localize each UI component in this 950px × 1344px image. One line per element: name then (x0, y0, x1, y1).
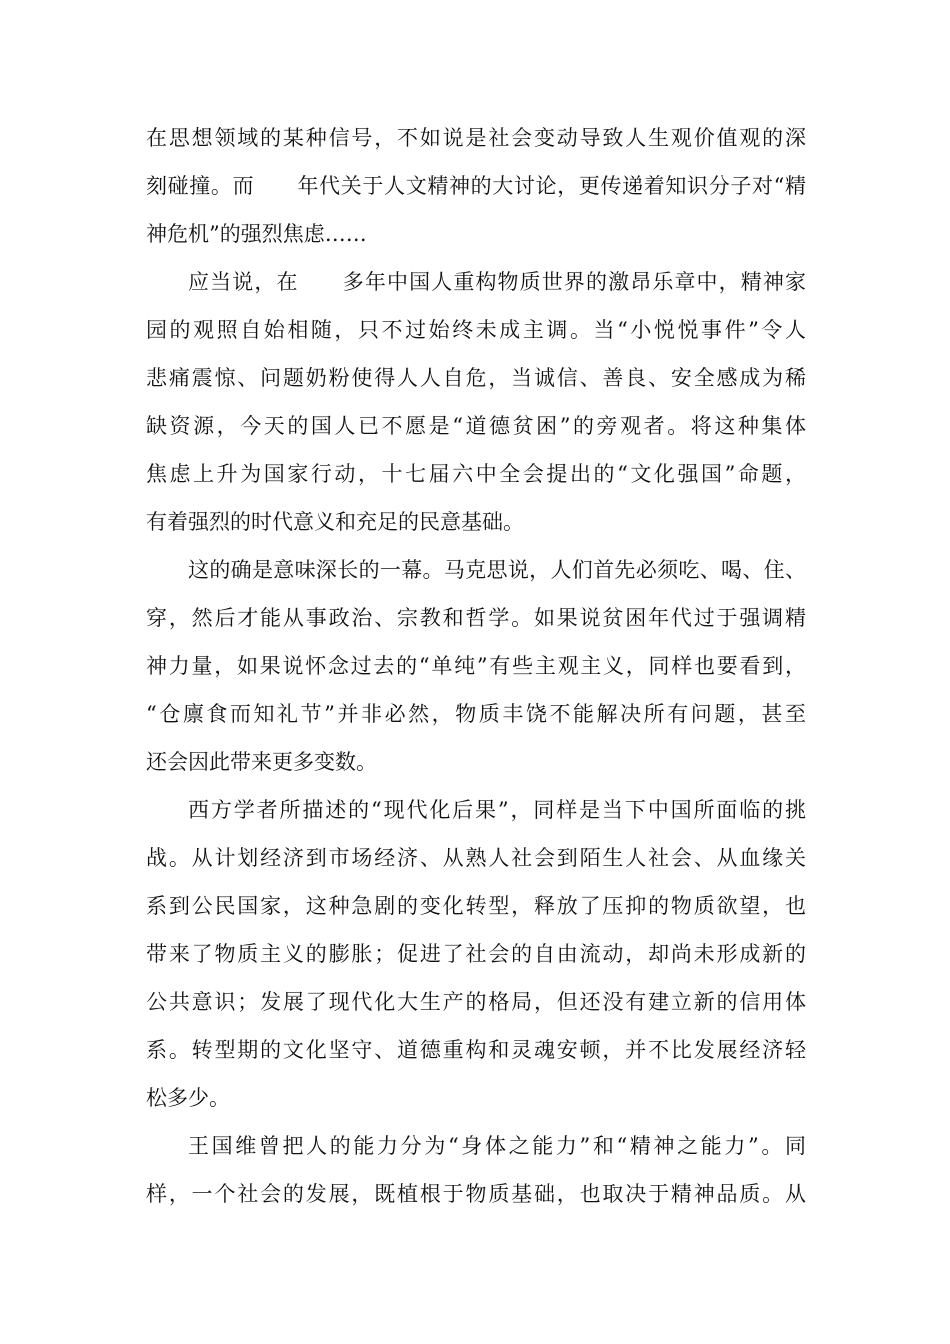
paragraph-2 (146, 258, 806, 546)
text-line: 西方学者所描述的“现代化后果”，同样是当下中国所面临的挑 (188, 798, 806, 822)
text-line: 松多少。 (146, 1086, 230, 1110)
text-line: 园的观照自始相随，只不过始终未成主调。当“小悦悦事件”令人 (146, 318, 806, 342)
text-line: 刻碰撞。而 年代关于人文精神的大讨论，更传递着知识分子对“精 (146, 174, 806, 198)
text-line: 应当说，在 多年中国人重构物质世界的激昂乐章中，精神家 (188, 270, 806, 294)
text-line: 在思想领域的某种信号，不如说是社会变动导致人生观价值观的深 (146, 126, 806, 150)
text-line: 战。从计划经济到市场经济、从熟人社会到陌生人社会、从血缘关 (146, 846, 806, 870)
text-line: 还会因此带来更多变数。 (146, 750, 377, 774)
text-line: 神危机”的强烈焦虑…… (146, 222, 367, 246)
paragraph-4 (146, 786, 806, 1122)
text-line: 系到公民国家，这种急剧的变化转型，释放了压抑的物质欲望，也 (146, 894, 806, 918)
text-line: 这的确是意味深长的一幕。马克思说，人们首先必须吃、喝、住、 (188, 558, 806, 582)
text-line: 带来了物质主义的膨胀；促进了社会的自由流动，却尚未形成新的 (146, 942, 806, 966)
paragraph-5 (146, 1122, 806, 1218)
text-line: 样，一个社会的发展，既植根于物质基础，也取决于精神品质。从 (146, 1182, 806, 1206)
text-line: 焦虑上升为国家行动，十七届六中全会提出的“文化强国”命题， (146, 462, 806, 486)
text-line: 穿，然后才能从事政治、宗教和哲学。如果说贫困年代过于强调精 (146, 606, 806, 630)
text-line: 缺资源，今天的国人已不愿是“道德贫困”的旁观者。将这种集体 (146, 414, 806, 438)
text-line: 公共意识；发展了现代化大生产的格局，但还没有建立新的信用体 (146, 990, 806, 1014)
text-line: 王国维曾把人的能力分为“身体之能力”和“精神之能力”。同 (188, 1134, 806, 1158)
text-line: 神力量，如果说怀念过去的“单纯”有些主观主义，同样也要看到， (146, 654, 806, 678)
text-line: 悲痛震惊、问题奶粉使得人人自危，当诚信、善良、安全感成为稀 (146, 366, 806, 390)
text-line: “仓廪食而知礼节”并非必然，物质丰饶不能解决所有问题，甚至 (146, 702, 806, 726)
text-line: 有着强烈的时代意义和充足的民意基础。 (146, 510, 524, 534)
paragraph-1 (146, 114, 806, 258)
paragraph-3 (146, 546, 806, 786)
text-line: 系。转型期的文化坚守、道德重构和灵魂安顿，并不比发展经济轻 (146, 1038, 806, 1062)
document-body (146, 114, 806, 1218)
